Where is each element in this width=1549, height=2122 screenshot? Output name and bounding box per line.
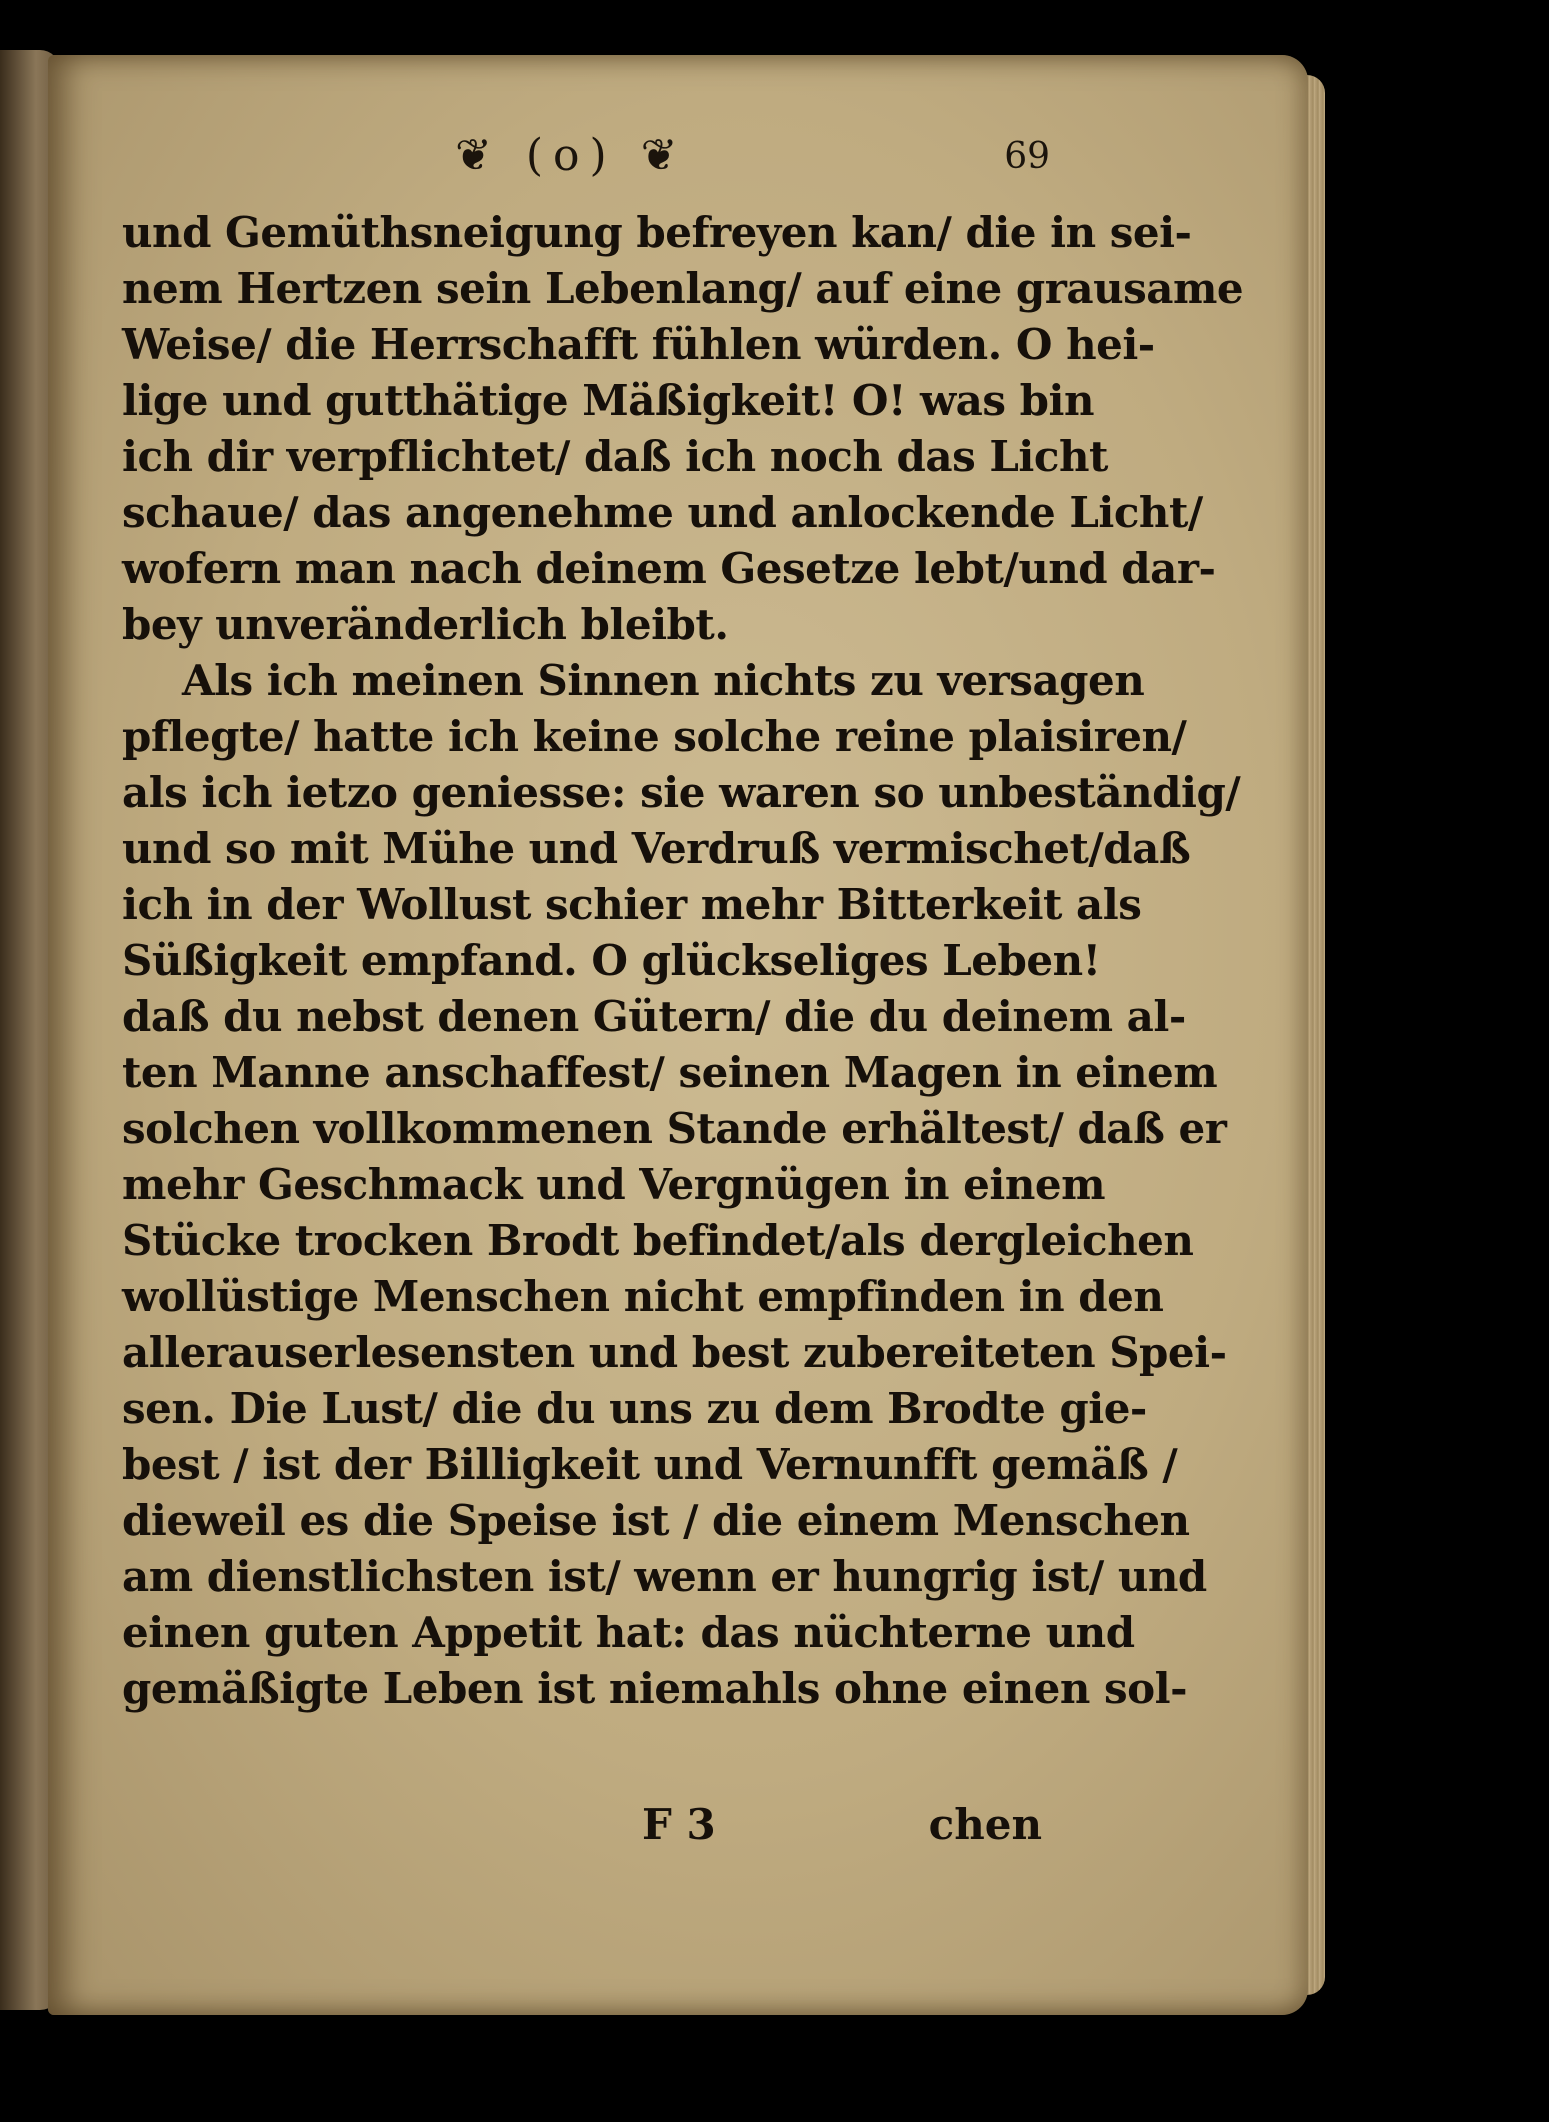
running-header	[130, 130, 1050, 190]
page-footer	[122, 1800, 1042, 1856]
text-line: gemäßigte Leben ist niemahls ohne einen sol-	[122, 1664, 1188, 1713]
text-line: ich dir verpflichtet/ daß ich noch das Licht	[122, 432, 1108, 481]
text-line: einen guten Appetit hat: das nüchterne und	[122, 1608, 1135, 1657]
catchword: chen	[928, 1800, 1042, 1849]
text-line: mehr Geschmack und Vergnügen in einem	[122, 1160, 1106, 1209]
text-line: nem Hertzen sein Lebenlang/ auf eine grausame	[122, 264, 1244, 313]
text-line: wollüstige Menschen nicht empfinden in den	[122, 1272, 1164, 1321]
text-line: bey unveränderlich bleibt.	[122, 600, 729, 649]
header-ornament: ❦ (o) ❦	[455, 130, 688, 181]
text-line: am dienstlichsten ist/ wenn er hungrig ist/ und	[122, 1552, 1207, 1601]
text-line: als ich ietzo geniesse: sie waren so unbeständig/	[122, 768, 1241, 817]
text-line: best / ist der Billigkeit und Vernunfft gemäß /	[122, 1440, 1178, 1489]
text-line: solchen vollkommenen Stande erhältest/ daß er	[122, 1104, 1227, 1153]
text-line: Süßigkeit empfand. O glückseliges Leben!	[122, 936, 1101, 985]
text-line: ich in der Wollust schier mehr Bitterkeit als	[122, 880, 1142, 929]
signature-mark: F 3	[642, 1800, 716, 1849]
text-line: dieweil es die Speise ist / die einem Menschen	[122, 1496, 1190, 1545]
text-line: daß du nebst denen Gütern/ die du deinem al-	[122, 992, 1186, 1041]
text-line: allerauserlesensten und best zubereiteten Spei-	[122, 1328, 1227, 1377]
text-line: sen. Die Lust/ die du uns zu dem Brodte gie-	[122, 1384, 1147, 1433]
body-text	[122, 205, 1244, 1717]
text-line: ten Manne anschaffest/ seinen Magen in einem	[122, 1048, 1218, 1097]
text-line: wofern man nach deinem Gesetze lebt/und dar-	[122, 544, 1216, 593]
text-line: Weise/ die Herrschafft fühlen würden. O hei-	[122, 320, 1155, 369]
text-line: lige und gutthätige Mäßigkeit! O! was bin	[122, 376, 1095, 425]
text-line: pflegte/ hatte ich keine solche reine plaisiren/	[122, 712, 1187, 761]
text-line: Als ich meinen Sinnen nichts zu versagen	[182, 656, 1145, 705]
text-line: Stücke trocken Brodt befindet/als dergleichen	[122, 1216, 1194, 1265]
text-line: schaue/ das angenehme und anlockende Licht/	[122, 488, 1203, 537]
text-line: und Gemüthsneigung befreyen kan/ die in sei-	[122, 208, 1192, 257]
text-line: und so mit Mühe und Verdruß vermischet/daß	[122, 824, 1191, 873]
page-number: 69	[1004, 136, 1050, 177]
